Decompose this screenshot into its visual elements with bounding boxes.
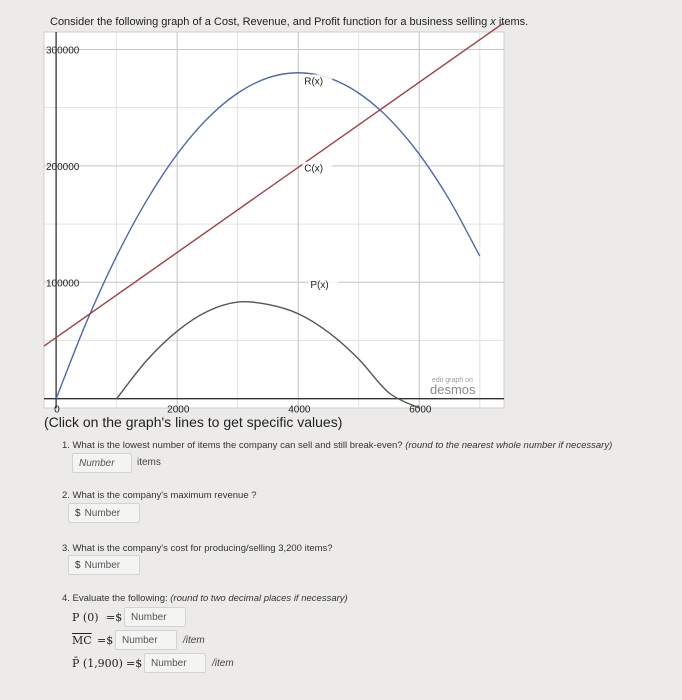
plot-background [44,32,504,408]
y-tick-label: 100000 [46,278,80,290]
question-1-note: (round to the nearest whole number if necessary) [405,440,613,451]
q1-placeholder: Number [79,457,115,469]
mc-placeholder: Number [122,634,158,646]
svg-text:R(x): R(x) [304,76,324,88]
y-tick-label: 300000 [46,45,80,57]
mc-label: $\overline{MC}$ [72,634,92,647]
y-tick-label: 200000 [46,161,80,173]
graph[interactable] [44,32,504,416]
p0-eq: =$ [106,611,123,624]
question-1 [62,440,612,451]
desmos-edit-text: edit graph on [432,377,473,384]
svg-text:C(x): C(x) [304,163,324,175]
question-3-text: 3. What is the company's cost for producing/selling 3,200 items? [62,543,333,554]
pbar-label: P̄ (1,900) [72,657,123,670]
question-4-text: 4. Evaluate the following: [62,593,168,604]
curve-label [302,162,332,176]
mc-number-input[interactable] [115,630,177,650]
p0-placeholder: Number [131,611,167,623]
q3-dollar: $ [75,559,81,571]
click-hint: (Click on the graph's lines to get specific values) [44,414,343,430]
q2-number-input[interactable] [68,503,140,523]
p0-number-input[interactable] [124,607,186,627]
question-4 [62,593,348,604]
pbar-eq: =$ [126,657,143,670]
mc-unit: /item [183,635,205,646]
pbar-number-input[interactable] [144,653,206,673]
question-1-text: 1. What is the lowest number of items the company can sell and still break-even? [62,440,403,451]
svg-text:P(x): P(x) [310,280,329,292]
p0-label: P (0) [72,611,99,624]
question-4-note: (round to two decimal places if necessary) [170,593,348,604]
pbar-unit: /item [212,658,234,669]
q1-number-input[interactable] [72,453,132,473]
curve-label [302,74,332,88]
curve-label [308,278,338,292]
x-tick-label: 4000 [288,404,311,416]
question-2-text: 2. What is the company's maximum revenue ? [62,490,257,501]
x-tick-label: 0 [54,404,60,416]
x-tick-label: 6000 [409,404,432,416]
intro-text: Consider the following graph of a Cost, Revenue, and Profit function for a business selling x items. [50,16,529,28]
q1-unit: items [137,457,161,468]
mc-eq: =$ [97,634,114,647]
q3-placeholder: Number [84,559,121,571]
q2-dollar: $ [75,507,81,519]
q2-placeholder: Number [84,507,121,519]
desmos-watermark[interactable] [430,377,476,397]
q3-number-input[interactable] [68,555,140,575]
x-tick-label: 2000 [167,404,190,416]
desmos-logo-text: desmos [430,382,476,397]
pbar-placeholder: Number [151,657,187,669]
